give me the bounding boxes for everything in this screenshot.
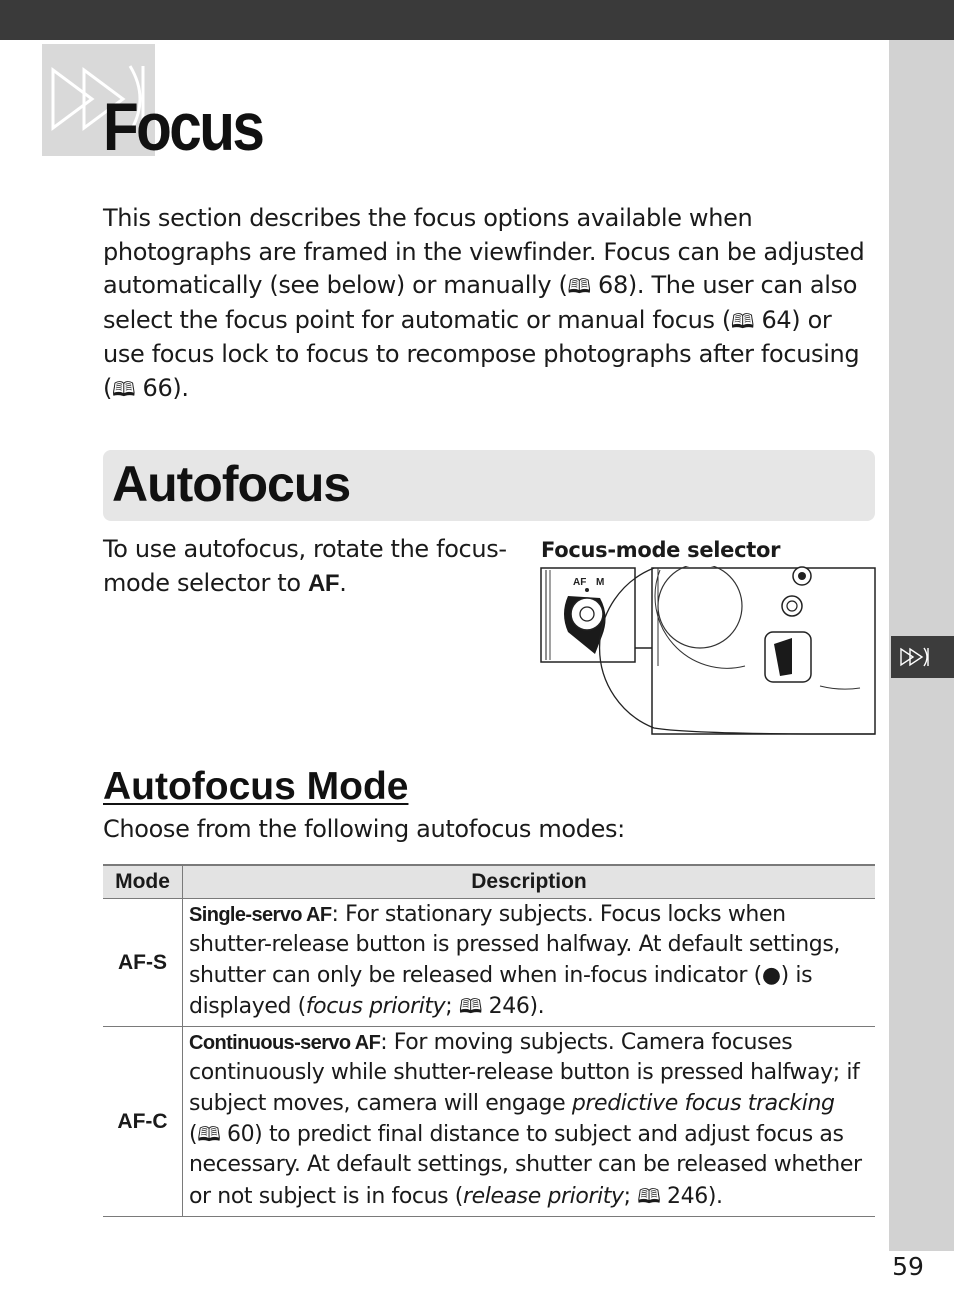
table-row xyxy=(103,899,875,1027)
book-reference-icon: 🕮 xyxy=(458,993,483,1018)
page-ref-link[interactable]: 64 xyxy=(761,305,792,334)
page-ref-link[interactable]: 66 xyxy=(142,373,173,402)
autofocus-instruction: To use autofocus, rotate the focus-mode selector to AF. xyxy=(103,535,507,597)
mode-cell: AF-S xyxy=(103,899,183,1027)
top-bar xyxy=(0,0,954,40)
page-number: 59 xyxy=(892,1252,924,1281)
focus-chapter-icon xyxy=(900,646,932,668)
book-reference-icon: 🕮 xyxy=(567,274,591,299)
book-reference-icon: 🕮 xyxy=(112,376,136,401)
book-reference-icon: 🕮 xyxy=(730,308,755,333)
intro-paragraph: This section describes the focus options available when photographs are framed in the viewfinder. Focus can be adjusted automatically (see below) or manually (🕮 68). The user can also select the focus point for automatic or manual focus (🕮 64) or use focus lock to focus to recompose photographs after focusing (🕮 66). xyxy=(103,204,865,402)
book-reference-icon: 🕮 xyxy=(637,1183,661,1208)
autofocus-mode-intro: Choose from the following autofocus modes: xyxy=(103,815,625,843)
focus-mode-selector-illustration xyxy=(540,566,877,738)
section-title-autofocus: Autofocus xyxy=(112,456,351,512)
page-ref-link[interactable]: 246 xyxy=(667,1183,708,1209)
in-focus-indicator-icon: ● xyxy=(761,962,781,988)
page-ref-link[interactable]: 68 xyxy=(598,271,628,300)
book-reference-icon: 🕮 xyxy=(197,1122,221,1147)
page-ref-link[interactable]: 60 xyxy=(226,1122,255,1148)
mode-cell: AF-C xyxy=(103,1027,183,1217)
selector-label-af: AF xyxy=(573,577,587,588)
section-title-autofocus-mode: Autofocus Mode xyxy=(103,765,409,808)
description-cell: Continuous-servo AF: For moving subjects. Camera focuses continuously while shutter-release button is pressed halfway; if subject moves, camera will engage predictive focus tracking (🕮 60) to predict final distance to subject and adjust focus as necessary. At default settings, shutter can be released whether or not subject is in focus (release priority; 🕮 246). xyxy=(183,1027,876,1217)
table-header-mode: Mode xyxy=(103,865,183,899)
table-row xyxy=(103,1027,875,1217)
table-header-row xyxy=(103,865,875,899)
figure-caption: Focus-mode selector xyxy=(541,538,781,562)
page-title: Focus xyxy=(103,89,263,165)
autofocus-modes-table xyxy=(103,864,875,1217)
chapter-tab[interactable] xyxy=(891,636,954,678)
table-header-description: Description xyxy=(183,865,876,899)
selector-label-m: M xyxy=(596,577,605,588)
page-ref-link[interactable]: 246 xyxy=(488,993,530,1019)
description-cell: Single-servo AF: For stationary subjects. Focus locks when shutter-release button is pressed halfway. At default settings, shutter can only be released when in-focus indicator (●) is displayed (focus priority; 🕮 246). xyxy=(183,899,876,1027)
